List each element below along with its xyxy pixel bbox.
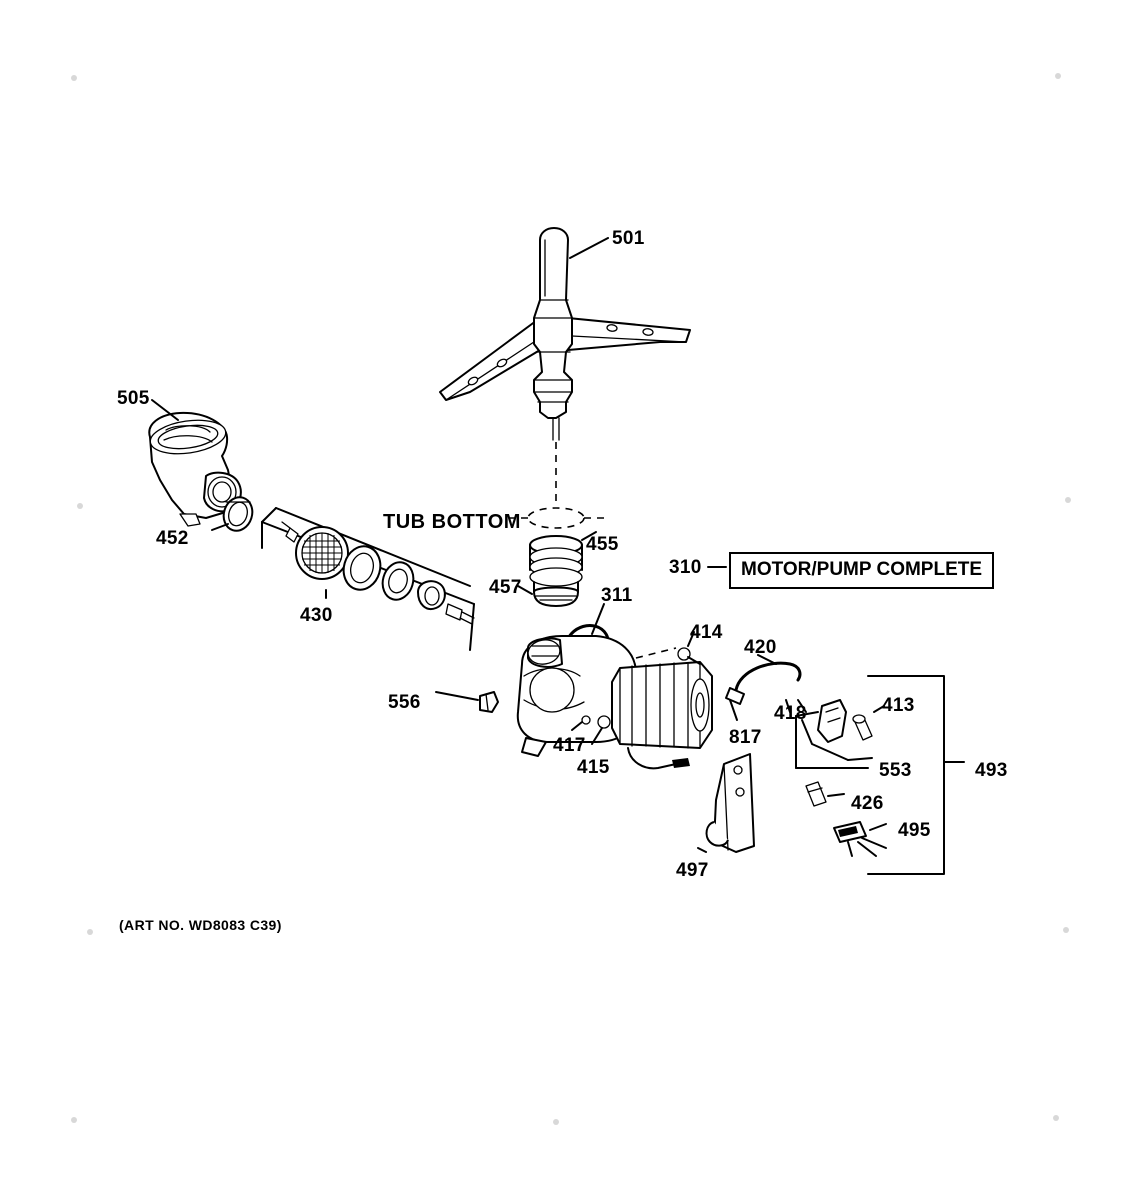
callout-415: 415 [577,757,610,778]
part-497-bracket [698,754,754,852]
motor-pump-complete-box: MOTOR/PUMP COMPLETE [729,552,994,589]
callout-495: 495 [898,820,931,841]
part-556-plug [436,692,498,712]
part-457-clamp [518,586,578,606]
callout-418: 418 [774,703,807,724]
callout-420: 420 [744,637,777,658]
callout-556: 556 [388,692,421,713]
callout-310: 310 [669,557,702,578]
callout-426: 426 [851,793,884,814]
callout-417: 417 [553,735,586,756]
callout-452: 452 [156,528,189,549]
callout-311: 311 [601,585,633,606]
callout-414: 414 [690,622,723,643]
part-495-connector [834,822,886,856]
callout-493: 493 [975,760,1008,781]
part-817-motor [612,662,737,768]
callout-501: 501 [612,228,645,249]
callout-505: 505 [117,388,150,409]
part-501-spray-arm [440,228,690,440]
callout-553: 553 [879,760,912,781]
callout-413: 413 [882,695,915,716]
part-426-pin [806,782,844,806]
tub-bottom-label: TUB BOTTOM [383,511,521,533]
part-413-screw [853,706,884,740]
art-number-label: (ART NO. WD8083 C39) [119,917,282,933]
callout-455: 455 [586,534,619,555]
tub-bottom-opening [510,508,604,528]
callout-817: 817 [729,727,762,748]
part-420-wire [726,655,800,704]
callout-430: 430 [300,605,333,626]
callout-497: 497 [676,860,709,881]
callout-457: 457 [489,577,522,598]
